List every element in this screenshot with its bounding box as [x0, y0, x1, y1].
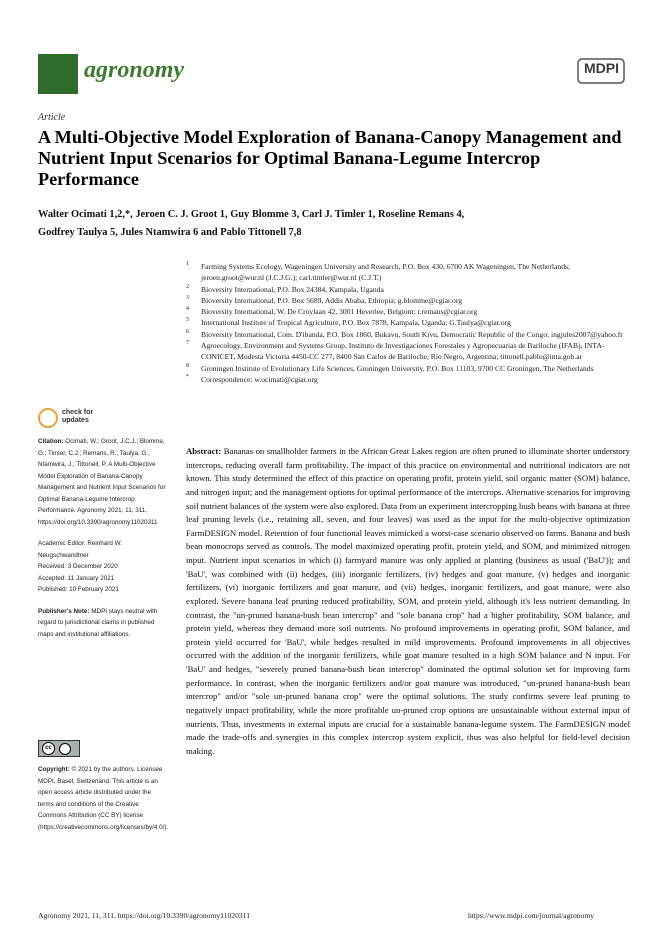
affiliation: 6 Bioversity International, Com. D'ibanda, P.O. Box 1860, Bukavu, South Kivu, Democratic Republic of the Congo; ingjules2007@yahoo.fr	[186, 328, 623, 339]
copyright: Copyright: © 2021 by the authors. Licensee MDPI, Basel, Switzerland. This article is an open access article distributed under the terms and conditions of the Creative Commons Attribution (CC BY) license (https://creativecommons.org/licenses/by/4.0/).	[38, 766, 169, 831]
affiliation: 5 International Institute of Tropical Agriculture, P.O. Box 7878, Kampala, Uganda; G.Taulya@cgiar.org	[186, 317, 511, 328]
authors-line-2: Godfrey Taulya 5, Jules Ntamwira 6 and Pablo Tittonell 7,8	[38, 227, 302, 238]
check-for-updates-icon[interactable]	[38, 408, 58, 428]
abstract-label: Abstract:	[186, 446, 222, 456]
check-for-updates-label[interactable]: check for updates	[62, 409, 94, 424]
affiliation: 4 Bioversity International, W. De Croylaan 42, 3001 Heverlee, Belgium; r.remans@cgiar.org	[186, 306, 478, 317]
published-date: Published: 10 February 2021	[38, 586, 119, 593]
footer-journal-url[interactable]: https://www.mdpi.com/journal/agronomy	[468, 911, 595, 920]
publisher-name: MDPI	[584, 60, 619, 76]
author-list	[38, 206, 628, 242]
article-title: A Multi-Objective Model Exploration of Banana-Canopy Management and Nutrient Input Scenarios for Optimal Banana-Legume Intercrop Performance	[38, 127, 622, 189]
cc-by-license-icon[interactable]: cc	[38, 740, 80, 757]
affiliations	[186, 261, 631, 385]
affiliation: 7 Agroecology, Environment and Systems Group, Instituto de Investigaciones Forestales y Agropecuarias de Bariloche (IFAB), INTA-CONICET, Modesta Victoria 4450-CC 277, 8400 San Carlos de Bariloche, Río Negro, Argentina; tittonell.pablo@inta.gob.ar	[186, 340, 605, 362]
sidebar-info	[38, 436, 168, 640]
publisher-note: Publisher's Note: MDPI stays neutral with regard to jurisdictional claims in published maps and institutional affiliations.	[38, 607, 158, 638]
affiliation: 3 Bioversity International, P.O. Box 5689, Addis Ababa, Ethiopia; g.blomme@cgiar.org	[186, 294, 463, 305]
citation: Citation: Ocimati, W.; Groot, J.C.J.; Blomme, G.; Timler, C.J.; Remans, R.; Taulya, G.; Ntamwira, J.; Tittonell, P. A Multi-Objective Model Exploration of Banana-Canopy Management and Nutrient Input Scenarios for Optimal Banana-Legume Intercrop Performance. Agronomy 2021, 11, 311. https://doi.org/10.3390/agronomy11020311	[38, 438, 166, 526]
academic-editor: Academic Editor: Reinhard W. Neugschwandtner	[38, 540, 122, 559]
received-date: Received: 3 December 2020	[38, 563, 118, 570]
authors-line-1: Walter Ocimati 1,2,*, Jeroen C. J. Groot 1, Guy Blomme 3, Carl J. Timler 1, Roseline Remans 4,	[38, 209, 465, 220]
accepted-date: Accepted: 11 January 2021	[38, 574, 115, 582]
article-type: Article	[38, 112, 66, 123]
correspondence: * Correspondence: w.ocimati@cgiar.org	[186, 373, 318, 384]
abstract-text: Bananas on smallholder farmers in the African Great Lakes region are often pruned to illuminate shorter understory intercrops, reducing overall farm profitability. The impact of this practice on environmental and nutritional indicators are not known. This study determined the effect of this practice on operating profit, protein yield, soil organic matter (SOM) balance, and nitrogen input; and the management options for optimal performance of the intercrops. Alternative scenarios for improving soil nutrient balances of the system were also explored. Data from an experiment intercropping bush beans with banana at three leaf pruning levels (i.e., retaining all, seven, and four leaves) was used as the input for the multi-objective optimization FarmDESIGN model. Retention of four functional leaves mimicked a worst-case scenario observed on farms. Banana and bush bean monocrops served as controls. The model maximized operating profit, protein yield, and SOM, and minimized nitrogen input. Nutrient input scenarios in which (i) farmyard manure was only applied at planting (business as usual ('BaU')); and 'BaU', was combined with (ii) hedges, (iii) inorganic fertilizers, (iv) hedges and goat manure, (v) hedges and inorganic fertilizers, (vi) inorganic fertilizers and goat manure, and (vii) hedges, inorganic fertilizers, and goat manure, were also explored. Severe banana leaf pruning reduced profitability, SOM, and protein yield, although it's less nutrient demanding. In contrast, the "un-pruned banana-bush bean intercrop" and "sole banana crop" had a higher profitability, SOM balance, and protein yield, whereas they demand more soil nutrients. No profound improvements in operating profit, SOM balance, and protein yield occurred for 'BaU', while hedges resulted in mild improvements. Profound improvements in all objectives occurred with the addition of the inorganic fertilizers, while goat manure resulted in a high SOM balance and N input. For 'BaU' and hedges, "severely pruned banana-bush bean intercrop" dominated the optimal solution set for improving farm performance. In contrast, when the inorganic fertilizers and/or goat manure was introduced, "un-pruned banana-bush bean intercrop" and/or "sole un-pruned banana crop" were the optimal solutions. The study confirms severe leaf pruning to negatively impact profitability, while the more profitable un-pruned crop options are unsustainable without external input of nutrients. Thus, investments in external inputs are crucial for a sustainable banana-legume system. The FarmDESIGN model made the trade-offs and synergies in this complex intercrop system explicit, thus was also helpful for field-level decision making.	[186, 446, 631, 756]
affiliation: 2 Bioversity International, P.O. Box 24384, Kampala, Uganda	[186, 283, 384, 294]
affiliation: 1 Farming Systems Ecology, Wageningen University and Research, P.O. Box 430, 6700 AK Wageningen, The Netherlands; jeroen.groot@wur.nl (J.C.J.G.); carl.timler@wur.nl (C.J.T.)	[186, 261, 571, 283]
abstract	[186, 445, 630, 758]
footer-citation: Agronomy 2021, 11, 311. https://doi.org/10.3390/agronomy11020311	[38, 911, 250, 920]
journal-name: agronomy	[84, 57, 185, 83]
affiliation: 8 Groningen Institute of Evolutionary Life Sciences, Groningen University, P.O. Box 11103, 9700 CC Groningen, The Netherlands	[186, 362, 594, 373]
journal-logo-icon	[38, 54, 78, 94]
